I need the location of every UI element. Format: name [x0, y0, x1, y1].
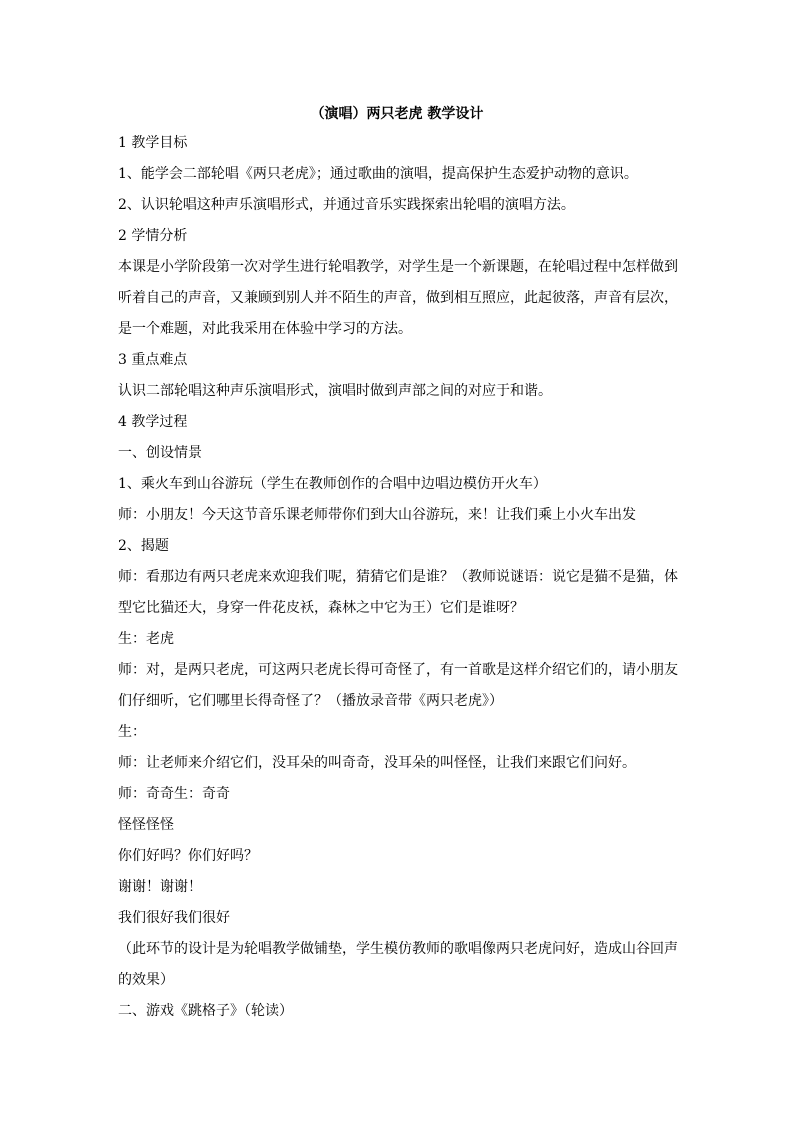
paragraph-line: 本课是小学阶段第一次对学生进行轮唱教学，对学生是一个新课题，在轮唱过程中怎样做到 — [118, 259, 678, 275]
section-heading-process: 4 教学过程 — [118, 414, 188, 430]
section-heading-analysis: 2 学情分析 — [118, 228, 188, 244]
song-line: 我们很好我们很好 — [118, 910, 230, 926]
step-train-trip: 1、乘火车到山谷游玩（学生在教师创作的合唱中边唱边模仿开火车） — [118, 476, 547, 492]
teacher-line-continued: 们仔细听，它们哪里长得奇怪了？（播放录音带《两只老虎》） — [118, 693, 503, 709]
song-line: 怪怪怪怪 — [118, 817, 174, 833]
paragraph-line: 听着自己的声音，又兼顾到别人并不陌生的声音，做到相互照应，此起彼落，声音有层次， — [118, 290, 678, 306]
teacher-line: 师：看那边有两只老虎来欢迎我们呢，猜猜它们是谁？（教师说谜语：说它是猫不是猫，体 — [118, 569, 678, 585]
song-line: 你们好吗？你们好吗？ — [118, 848, 258, 864]
design-note-continued: 的效果） — [118, 972, 174, 988]
paragraph-line: 是一个难题，对此我采用在体验中学习的方法。 — [118, 321, 412, 337]
subsection-game: 二、游戏《跳格子》（轮读） — [118, 1003, 293, 1019]
objective-1: 1、能学会二部轮唱《两只老虎》；通过歌曲的演唱，提高保护生态爱护动物的意识。 — [118, 166, 638, 182]
analysis-paragraph — [118, 257, 678, 350]
key-points-text: 认识二部轮唱这种声乐演唱形式，演唱时做到声部之间的对应于和谐。 — [118, 383, 552, 399]
teacher-line: 师：让老师来介绍它们，没耳朵的叫奇奇，没耳朵的叫怪怪，让我们来跟它们问好。 — [118, 755, 636, 771]
student-line: 生： — [118, 724, 146, 740]
objective-2: 2、认识轮唱这种声乐演唱形式，并通过音乐实践探索出轮唱的演唱方法。 — [118, 197, 575, 213]
teacher-line: 师：奇奇生：奇奇 — [118, 786, 230, 802]
section-heading-objectives: 1 教学目标 — [118, 135, 188, 151]
teacher-line-continued: 型它比猫还大，身穿一件花皮袄，森林之中它为王）它们是谁呀？ — [118, 600, 524, 616]
design-note: （此环节的设计是为轮唱教学做铺垫，学生模仿教师的歌唱像两只老虎问好，造成山谷回声 — [118, 941, 678, 957]
document-title: （演唱）两只老虎 教学设计 — [310, 106, 484, 122]
subsection-scenario: 一、创设情景 — [118, 445, 202, 461]
step-reveal-topic: 2、揭题 — [118, 538, 169, 554]
teacher-line: 师：对，是两只老虎，可这两只老虎长得可奇怪了，有一首歌是这样介绍它们的，请小朋友 — [118, 662, 678, 678]
teacher-line: 师：小朋友！今天这节音乐课老师带你们到大山谷游玩，来！让我们乘上小火车出发 — [118, 507, 636, 523]
section-heading-key-points: 3 重点难点 — [118, 352, 188, 368]
document-body — [118, 133, 678, 1032]
student-line: 生：老虎 — [118, 631, 174, 647]
song-line: 谢谢！谢谢！ — [118, 879, 202, 895]
